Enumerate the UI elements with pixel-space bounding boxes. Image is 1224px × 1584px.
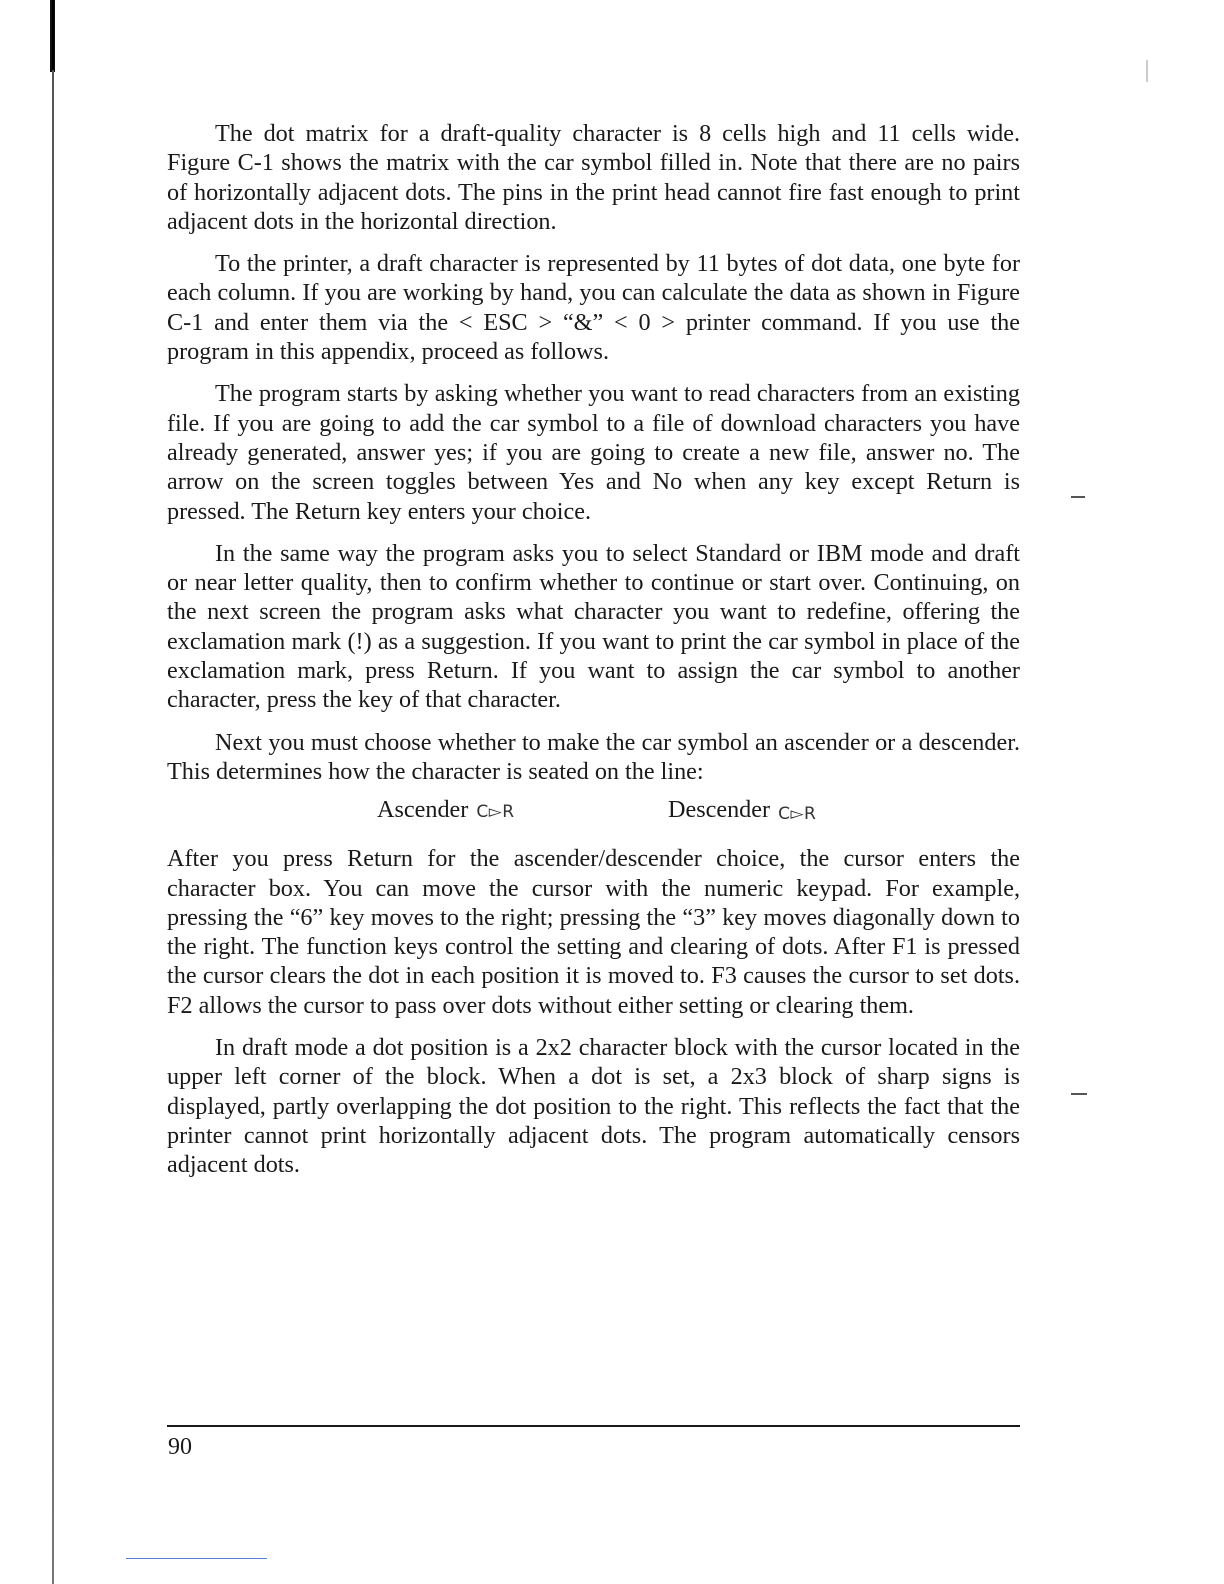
ascender-label: Ascender bbox=[377, 796, 469, 824]
body-text bbox=[167, 119, 1020, 1193]
scan-speck bbox=[1071, 1093, 1087, 1095]
paragraph: Next you must choose whether to make the car symbol an ascender or a descender. This determines how the character is seated on the line: bbox=[167, 728, 1020, 785]
paragraph: After you press Return for the ascender/descender choice, the cursor enters the character box. You can move the cursor with the numeric keypad. For example, pressing the “6” key moves to the right; pressing the “3” key moves diagonally down to the right. The function keys control the setting and clearing of dots. After F1 is pressed the cursor clears the dot in each position it is moved to. F3 causes the cursor to set dots. F2 allows the cursor to pass over dots without either setting or clearing them. bbox=[167, 845, 1020, 1019]
ascender-descender-examples bbox=[167, 795, 1020, 824]
paragraph: To the printer, a draft character is represented by 11 bytes of dot data, one byte for each column. If you are working by hand, you can calculate the data as shown in Figure C-1 and enter them via the < ESC > “&” < 0 > printer command. If you use the program in this appendix, proceed as follows. bbox=[167, 250, 1020, 366]
paragraph: In the same way the program asks you to select Standard or IBM mode and draft or near letter quality, then to confirm whether to continue or start over. Continuing, on the next screen the program asks what character you want to redefine, offering the exclamation mark (!) as a suggestion. If you want to print the car symbol in place of the exclamation mark, press Return. If you want to assign the car symbol to another character, press the key of that character. bbox=[167, 539, 1020, 714]
descender-car-glyph: C▻R bbox=[778, 804, 817, 825]
footer-rule bbox=[167, 1425, 1020, 1427]
paragraph: In draft mode a dot position is a 2x2 character block with the cursor located in the upper left corner of the block. When a dot is set, a 2x3 block of sharp signs is displayed, partly overlapping the dot position to the right. This reflects the fact that the printer cannot print horizontally adjacent dots. The program automatically censors adjacent dots. bbox=[167, 1034, 1020, 1179]
paragraph: The program starts by asking whether you want to read characters from an existing file. If you are going to add the car symbol to a file of download characters you have already generated, answer yes; if you are going to create a new file, answer no. The arrow on the screen toggles between Yes and No when any key except Return is pressed. The Return key enters your choice. bbox=[167, 380, 1020, 525]
scan-artifact-line bbox=[126, 1558, 267, 1559]
page-number: 90 bbox=[168, 1434, 192, 1460]
descender-label: Descender bbox=[668, 796, 771, 824]
ascender-car-glyph: C▻R bbox=[476, 802, 515, 823]
scan-speck bbox=[1071, 496, 1085, 498]
paragraph: The dot matrix for a draft-quality character is 8 cells high and 11 cells wide. Figure C-1 shows the matrix with the car symbol filled in. Note that there are no pairs of horizontally adjacent dots. The pins in the print head cannot fire fast enough to print adjacent dots in the horizontal direction. bbox=[167, 120, 1020, 235]
scan-speck bbox=[1146, 60, 1148, 82]
binding-shadow bbox=[52, 0, 54, 1584]
ascender-example bbox=[377, 795, 515, 827]
descender-example bbox=[668, 795, 816, 827]
